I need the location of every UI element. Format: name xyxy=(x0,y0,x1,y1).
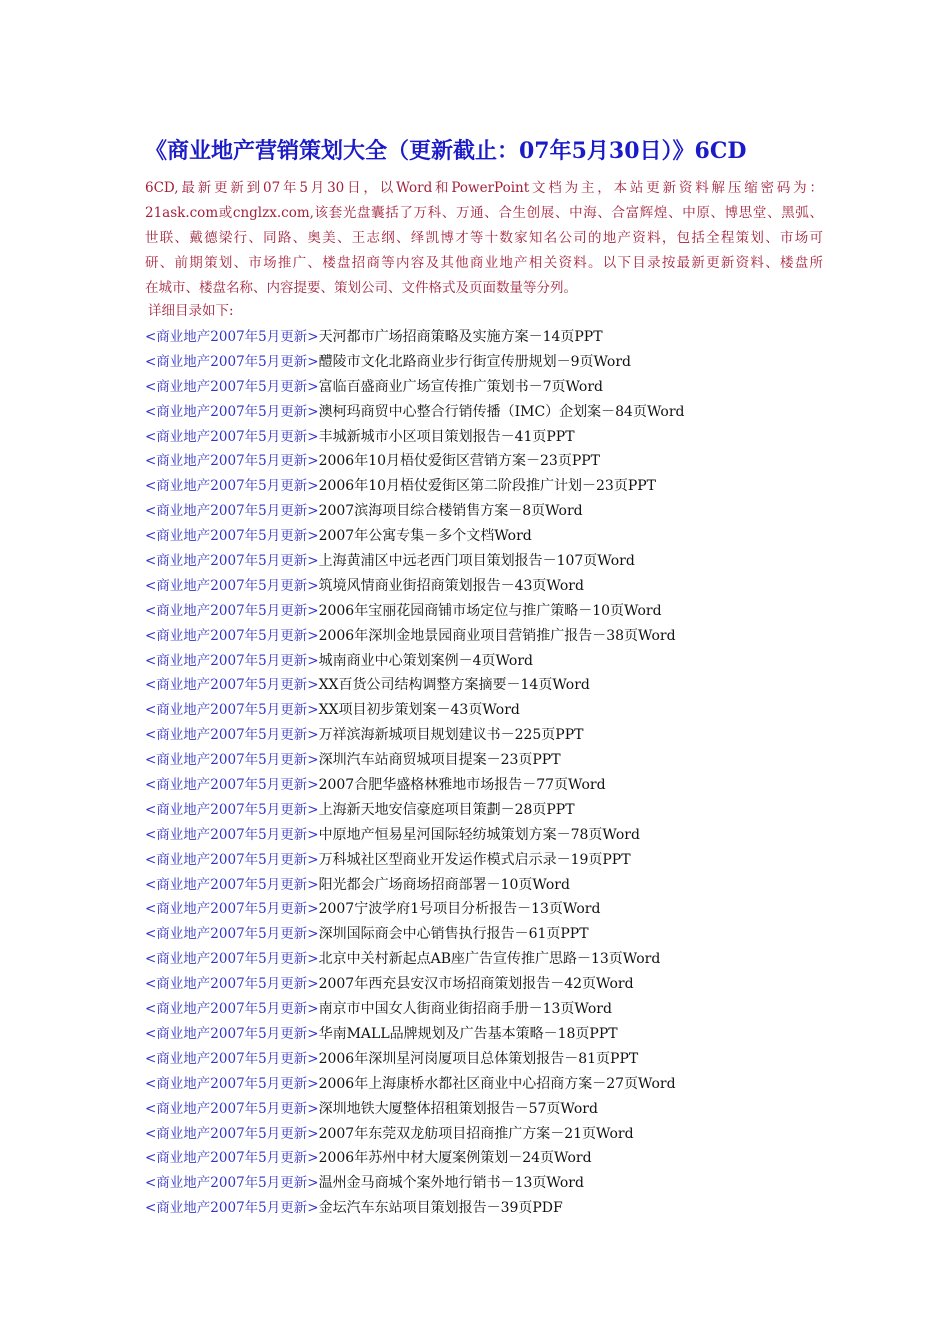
item-title: 2007宁波学府1号项目分析报告－13页Word xyxy=(318,901,601,918)
item-category-link[interactable]: <商业地产2007年5月更新> xyxy=(145,752,319,769)
item-category-link[interactable]: <商业地产2007年5月更新> xyxy=(145,801,319,818)
item-title: 2007年东莞双龙舫项目招商推广方案－21页Word xyxy=(318,1125,634,1142)
item-category-link[interactable]: <商业地产2007年5月更新> xyxy=(145,602,319,619)
list-item[interactable] xyxy=(145,649,845,674)
item-title: 2006年上海康桥水都社区商业中心招商方案－27页Word xyxy=(318,1075,676,1092)
item-category-link[interactable]: <商业地产2007年5月更新> xyxy=(145,702,319,719)
item-title: 2007年西充县安汉市场招商策划报告－42页Word xyxy=(318,976,634,993)
item-category-link[interactable]: <商业地产2007年5月更新> xyxy=(145,1050,319,1067)
list-item[interactable] xyxy=(145,848,845,873)
list-item[interactable] xyxy=(145,474,845,499)
item-title: 2006年10月梧仗爱街区营销方案－23页PPT xyxy=(318,453,601,470)
item-title: 筑境风情商业街招商策划报告－43页Word xyxy=(318,577,584,594)
list-item[interactable] xyxy=(145,1171,845,1196)
item-category-link[interactable]: <商业地产2007年5月更新> xyxy=(145,826,319,843)
item-title: 天河都市广场招商策略及实施方案－14页PPT xyxy=(318,329,603,345)
list-item[interactable] xyxy=(145,748,845,773)
list-item[interactable] xyxy=(145,723,845,748)
item-category-link[interactable]: <商业地产2007年5月更新> xyxy=(145,1075,319,1092)
list-item[interactable] xyxy=(145,673,845,698)
list-item[interactable] xyxy=(145,524,845,549)
item-category-link[interactable]: <商业地产2007年5月更新> xyxy=(145,1025,319,1042)
intro-line: 在城市、楼盘名称、内容提要、策划公司、文件格式及页面数量等分列。 xyxy=(145,280,577,296)
list-item[interactable] xyxy=(145,425,845,450)
item-title: 城南商业中心策划案例－4页Word xyxy=(318,652,534,669)
item-category-link[interactable]: <商业地产2007年5月更新> xyxy=(145,627,319,644)
item-title: 华南MALL品牌规划及广告基本策略－18页PPT xyxy=(318,1025,618,1042)
item-title: 2006年深圳金地景园商业项目营销推广报告－38页Word xyxy=(318,627,676,644)
item-title: 澳柯玛商贸中心整合行销传播（IMC）企划案－84页Word xyxy=(318,403,685,420)
list-item[interactable] xyxy=(145,947,845,972)
item-title: 丰城新城市小区项目策划报告－41页PPT xyxy=(318,428,575,445)
page-title: 《商业地产营销策划大全（更新截止：07年5月30日）》6CD xyxy=(145,138,747,164)
item-category-link[interactable]: <商业地产2007年5月更新> xyxy=(145,1125,319,1142)
item-category-link[interactable]: <商业地产2007年5月更新> xyxy=(145,976,319,993)
item-category-link[interactable]: <商业地产2007年5月更新> xyxy=(145,1200,319,1217)
item-category-link[interactable]: <商业地产2007年5月更新> xyxy=(145,503,319,520)
item-title: 上海黄浦区中远老西门项目策划报告－107页Word xyxy=(318,553,635,570)
item-title: 2006年苏州中材大厦案例策划－24页Word xyxy=(318,1150,592,1167)
item-category-link[interactable]: <商业地产2007年5月更新> xyxy=(145,727,319,744)
item-title: 万科城社区型商业开发运作模式启示录－19页PPT xyxy=(318,851,631,868)
item-category-link[interactable]: <商业地产2007年5月更新> xyxy=(145,876,319,893)
list-item[interactable] xyxy=(145,798,845,823)
list-item[interactable] xyxy=(145,997,845,1022)
list-item[interactable] xyxy=(145,400,845,425)
list-item[interactable] xyxy=(145,1047,845,1072)
list-item[interactable] xyxy=(145,1196,845,1221)
item-title: 富临百盛商业广场宣传推广策划书－7页Word xyxy=(318,378,604,395)
item-category-link[interactable]: <商业地产2007年5月更新> xyxy=(145,777,319,794)
item-category-link[interactable]: <商业地产2007年5月更新> xyxy=(145,478,319,495)
list-item[interactable] xyxy=(145,1072,845,1097)
list-item[interactable] xyxy=(145,1022,845,1047)
intro-line: 6CD,最新更新到07年5月30日，以Word和PowerPoint文档为主，本站更新资料解压缩密码为： xyxy=(145,180,823,196)
list-item[interactable] xyxy=(145,698,845,723)
list-item[interactable] xyxy=(145,873,845,898)
item-title: 深圳国际商会中心销售执行报告－61页PPT xyxy=(318,926,589,943)
item-title: 2006年10月梧仗爱街区第二阶段推广计划－23页PPT xyxy=(318,478,657,495)
item-title: XX项目初步策划案－43页Word xyxy=(318,702,520,719)
intro-line: 21ask.com或cnglzx.com,该套光盘囊括了万科、万通、合生创展、中海、合富辉煌、中原、博思堂、黑弧、 xyxy=(145,205,823,221)
item-title: XX百货公司结构调整方案摘要－14页Word xyxy=(318,677,590,694)
item-title: 上海新天地安信豪庭项目策劃－28页PPT xyxy=(318,801,575,818)
item-category-link[interactable]: <商业地产2007年5月更新> xyxy=(145,677,319,694)
list-item[interactable] xyxy=(145,599,845,624)
item-category-link[interactable]: <商业地产2007年5月更新> xyxy=(145,353,319,370)
item-title: 万祥滨海新城项目规划建议书－225页PPT xyxy=(318,727,584,744)
list-item[interactable] xyxy=(145,922,845,947)
item-category-link[interactable]: <商业地产2007年5月更新> xyxy=(145,577,319,594)
item-category-link[interactable]: <商业地产2007年5月更新> xyxy=(145,1100,319,1117)
item-title: 深圳汽车站商贸城项目提案－23页PPT xyxy=(318,752,561,769)
list-item[interactable] xyxy=(145,375,845,400)
catalog-list xyxy=(145,325,845,1221)
item-category-link[interactable]: <商业地产2007年5月更新> xyxy=(145,453,319,470)
item-title: 中原地产恒易星河国际轻纺城策划方案－78页Word xyxy=(318,826,640,843)
list-item[interactable] xyxy=(145,574,845,599)
list-item[interactable] xyxy=(145,1146,845,1171)
list-item[interactable] xyxy=(145,823,845,848)
item-title: 深圳地铁大厦整体招租策划报告－57页Word xyxy=(318,1100,598,1117)
item-title: 2007滨海项目综合楼销售方案－8页Word xyxy=(318,503,583,520)
list-item[interactable] xyxy=(145,1097,845,1122)
item-category-link[interactable]: <商业地产2007年5月更新> xyxy=(145,378,319,395)
item-title: 醴陵市文化北路商业步行街宣传册规划－9页Word xyxy=(318,353,632,370)
item-title: 2006年宝丽花园商铺市场定位与推广策略－10页Word xyxy=(318,602,662,619)
list-item[interactable] xyxy=(145,624,845,649)
item-title: 南京市中国女人街商业街招商手册－13页Word xyxy=(318,1001,612,1018)
intro-paragraph xyxy=(145,176,823,301)
list-item[interactable] xyxy=(145,972,845,997)
item-title: 北京中关村新起点AB座广告宣传推广思路－13页Word xyxy=(318,951,661,968)
list-item[interactable] xyxy=(145,773,845,798)
item-category-link[interactable]: <商业地产2007年5月更新> xyxy=(145,528,319,545)
item-category-link[interactable]: <商业地产2007年5月更新> xyxy=(145,652,319,669)
item-category-link[interactable]: <商业地产2007年5月更新> xyxy=(145,851,319,868)
list-item[interactable] xyxy=(145,1122,845,1147)
intro-line: 世联、戴德梁行、同路、奥美、王志纲、绎凯博才等十数家知名公司的地产资料，包括全程策划、市场可 xyxy=(145,230,823,246)
item-category-link[interactable]: <商业地产2007年5月更新> xyxy=(145,926,319,943)
item-title: 2007合肥华盛格林雅地市场报告－77页Word xyxy=(318,777,606,794)
item-category-link[interactable]: <商业地产2007年5月更新> xyxy=(145,951,319,968)
item-category-link[interactable]: <商业地产2007年5月更新> xyxy=(145,553,319,570)
item-title: 2007年公寓专集－多个文档Word xyxy=(318,528,532,545)
item-category-link[interactable]: <商业地产2007年5月更新> xyxy=(145,1150,319,1167)
list-item[interactable] xyxy=(145,499,845,524)
list-item[interactable] xyxy=(145,325,845,350)
item-title: 阳光都会广场商场招商部署－10页Word xyxy=(318,876,570,893)
item-category-link[interactable]: <商业地产2007年5月更新> xyxy=(145,428,319,445)
list-item[interactable] xyxy=(145,549,845,574)
intro-line: 研、前期策划、市场推广、楼盘招商等内容及其他商业地产相关资料。以下目录按最新更新资料、楼盘所 xyxy=(145,255,823,271)
item-title: 金坛汽车东站项目策划报告－39页PDF xyxy=(318,1200,563,1217)
item-category-link[interactable]: <商业地产2007年5月更新> xyxy=(145,329,319,345)
item-title: 2006年深圳星河岗厦项目总体策划报告－81页PPT xyxy=(318,1050,639,1067)
item-category-link[interactable]: <商业地产2007年5月更新> xyxy=(145,901,319,918)
list-item[interactable] xyxy=(145,897,845,922)
list-item[interactable] xyxy=(145,449,845,474)
list-item[interactable] xyxy=(145,350,845,375)
item-title: 温州金马商城个案外地行销书－13页Word xyxy=(318,1175,584,1192)
detail-list-label: 详细目录如下: xyxy=(148,303,234,319)
item-category-link[interactable]: <商业地产2007年5月更新> xyxy=(145,1001,319,1018)
item-category-link[interactable]: <商业地产2007年5月更新> xyxy=(145,1175,319,1192)
item-category-link[interactable]: <商业地产2007年5月更新> xyxy=(145,403,319,420)
